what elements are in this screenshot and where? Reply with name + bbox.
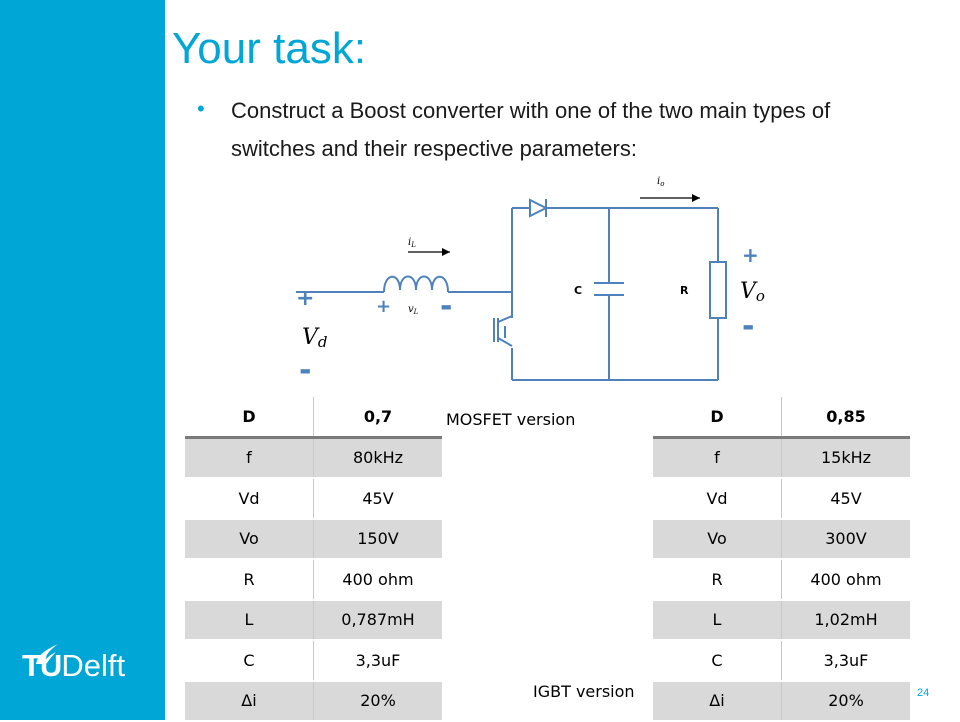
param-name: C	[185, 640, 314, 681]
minus-vl: -	[440, 289, 453, 324]
label-vd: Vd	[302, 325, 328, 351]
table-row	[185, 600, 442, 641]
param-value: 0,85	[782, 397, 911, 437]
param-value: 400 ohm	[782, 559, 911, 600]
table-row	[653, 681, 910, 722]
param-value: 45V	[314, 478, 443, 519]
table-row	[653, 478, 910, 519]
boost-converter-circuit	[290, 168, 780, 390]
label-vo: Vo	[740, 279, 765, 305]
table-row	[185, 519, 442, 560]
table-row	[653, 397, 910, 437]
igbt-parameter-table	[653, 397, 910, 722]
plus-vd: +	[296, 286, 315, 311]
table-row	[185, 437, 442, 478]
param-name: C	[653, 640, 782, 681]
tu-delft-logo	[22, 648, 125, 684]
param-name: Δi	[185, 681, 314, 722]
page-number: 24	[917, 687, 930, 699]
param-name: Vo	[653, 519, 782, 560]
param-value: 400 ohm	[314, 559, 443, 600]
param-name: D	[185, 397, 314, 437]
label-current-il: $i_L$	[408, 237, 416, 249]
param-value: 3,3uF	[314, 640, 443, 681]
table-row	[653, 437, 910, 478]
table-row	[653, 640, 910, 681]
param-value: 15kHz	[782, 437, 911, 478]
table-row	[185, 640, 442, 681]
param-value: 3,3uF	[782, 640, 911, 681]
param-name: Vd	[185, 478, 314, 519]
table-row	[185, 559, 442, 600]
param-value: 20%	[314, 681, 443, 722]
param-value: 45V	[782, 478, 911, 519]
label-voltage-vl: $v_L$	[408, 304, 419, 316]
param-value: 80kHz	[314, 437, 443, 478]
param-name: L	[185, 600, 314, 641]
label-capacitor: C	[574, 284, 583, 297]
param-name: Vo	[185, 519, 314, 560]
table-row	[185, 397, 442, 437]
table-row	[653, 519, 910, 560]
slide-title: Your task:	[172, 24, 367, 73]
param-name: f	[185, 437, 314, 478]
param-name: D	[653, 397, 782, 437]
param-name: R	[653, 559, 782, 600]
mosfet-version-label: MOSFET version	[446, 410, 576, 429]
plus-vo: +	[742, 243, 759, 267]
param-value: 300V	[782, 519, 911, 560]
param-value: 1,02mH	[782, 600, 911, 641]
plus-vl: +	[376, 296, 392, 317]
param-value: 150V	[314, 519, 443, 560]
param-value: 0,7	[314, 397, 443, 437]
param-name: Δi	[653, 681, 782, 722]
param-value: 20%	[782, 681, 911, 722]
table-row	[185, 681, 442, 722]
flame-icon	[32, 640, 62, 666]
table-row	[653, 559, 910, 600]
logo-tu: TU	[22, 648, 62, 683]
minus-vd: -	[299, 353, 312, 388]
label-resistor: R	[680, 284, 689, 297]
task-bullet: Construct a Boost converter with one of the two main types of switches and their respective parameters:	[231, 98, 831, 161]
param-name: f	[653, 437, 782, 478]
left-sidebar	[0, 0, 165, 720]
param-name: Vd	[653, 478, 782, 519]
table-row	[653, 600, 910, 641]
param-name: R	[185, 559, 314, 600]
table-row	[185, 478, 442, 519]
bullet-dot: •	[197, 96, 205, 121]
minus-vo: -	[742, 309, 755, 344]
igbt-version-label: IGBT version	[533, 682, 635, 701]
logo-delft: Delft	[61, 648, 126, 683]
param-name: L	[653, 600, 782, 641]
mosfet-parameter-table	[185, 397, 442, 722]
param-value: 0,787mH	[314, 600, 443, 641]
label-current-io: $i_o$	[657, 176, 665, 188]
